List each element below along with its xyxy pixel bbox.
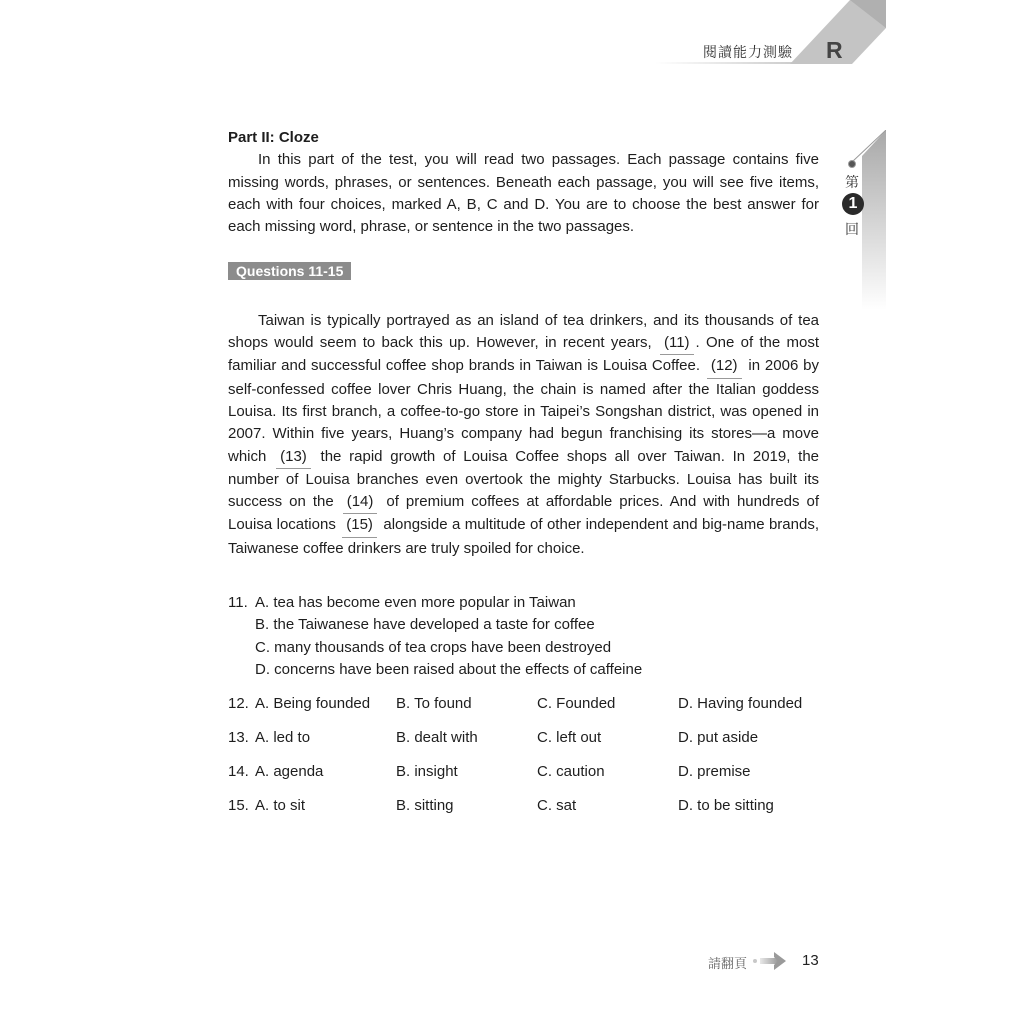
option-a: A. Being founded [255, 695, 371, 713]
round-suffix: 回 [845, 221, 859, 237]
round-number-badge: 1 [842, 193, 864, 215]
option-d: D. concerns have been raised about the effects of caffeine [255, 660, 643, 678]
question-15 [228, 795, 819, 817]
passage-text: the rapid growth of Louisa Coffee shops all over Taiwan. In 2019, the number of Louisa branches even overtook the mighty Starbucks. Louisa has built its success on the [228, 447, 820, 511]
option-d: D. put aside [678, 729, 759, 747]
option-c: C. Founded [537, 695, 616, 713]
option-d: D. Having founded [678, 695, 803, 713]
option-a: A. led to [255, 729, 311, 747]
option-b: B. the Taiwanese have developed a taste for coffee [255, 616, 595, 634]
side-tab-dot [848, 160, 856, 168]
option-b: B. insight [396, 763, 458, 781]
question-number: 11. [228, 594, 248, 612]
passage-text: . One of the most familiar and successful coffee shop brands in Taiwan is Louisa Coffee. [228, 334, 820, 375]
blank-13: (13) [276, 446, 311, 469]
blank-14: (14) [343, 491, 378, 514]
question-number: 15. [228, 797, 249, 815]
option-b: B. sitting [396, 797, 454, 815]
header-title: 閱讀能力測驗 [703, 44, 793, 60]
option-b: B. dealt with [396, 729, 478, 747]
turn-page-label: 請翻頁 [708, 956, 748, 971]
question-11 [228, 592, 819, 681]
option-d: D. premise [678, 763, 751, 781]
question-number: 14. [228, 763, 249, 781]
page-number: 13 [802, 952, 819, 969]
passage-text: alongside a multitude of other independent and big-name brands, Taiwanese coffee drinkers are truly spoiled for choice. [228, 516, 819, 557]
question-number: 13. [228, 729, 249, 747]
passage-text: in 2006 by self-confessed coffee lover Chris Huang, the chain is named after the Italian goddess Louisa. Its first branch, a coffee-to-go store in Taipei’s Songshan district, was opened in 2007. Within five years, Huang’s company had begun franchising its stores—a move which [228, 357, 819, 465]
blank-12: (12) [707, 355, 742, 378]
option-d: D. to be sitting [678, 797, 774, 815]
side-tab-connector [850, 130, 886, 166]
blank-11: (11) [660, 332, 694, 355]
option-b: B. To found [396, 695, 472, 713]
section-letter: R [826, 37, 843, 63]
part-title: Part II: Cloze [228, 129, 319, 146]
header-rule [655, 62, 805, 64]
blank-15: (15) [342, 514, 377, 537]
question-12 [228, 693, 819, 715]
option-c: C. caution [537, 763, 605, 781]
cloze-passage [228, 310, 819, 560]
arrow-right-icon [752, 950, 788, 972]
round-prefix: 第 [845, 174, 859, 190]
option-a: A. to sit [255, 797, 306, 815]
page-content [228, 127, 819, 817]
question-13 [228, 727, 819, 749]
passage-text: of premium coffees at affordable prices. And with hundreds of Louisa locations [228, 493, 820, 534]
passage-text: Taiwan is typically portrayed as an island of tea drinkers, and its thousands of tea shops would seem to back this up. However, in recent years, [228, 311, 819, 352]
option-a: A. tea has become even more popular in Taiwan [255, 594, 576, 612]
option-c: C. many thousands of tea crops have been destroyed [255, 638, 612, 656]
question-group-badge: Questions 11-15 [228, 262, 351, 280]
question-14 [228, 761, 819, 783]
option-c: C. sat [537, 797, 577, 815]
option-a: A. agenda [255, 763, 324, 781]
question-number: 12. [228, 695, 249, 713]
option-c: C. left out [537, 729, 602, 747]
part-instructions: In this part of the test, you will read two passages. Each passage contains five missing words, phrases, or sentences. Beneath each passage, you will see five items, each with four choices, marked A, B, C and D. You are to choose the best answer for each missing word, phrase, or sentence in the two passages. [228, 151, 819, 236]
